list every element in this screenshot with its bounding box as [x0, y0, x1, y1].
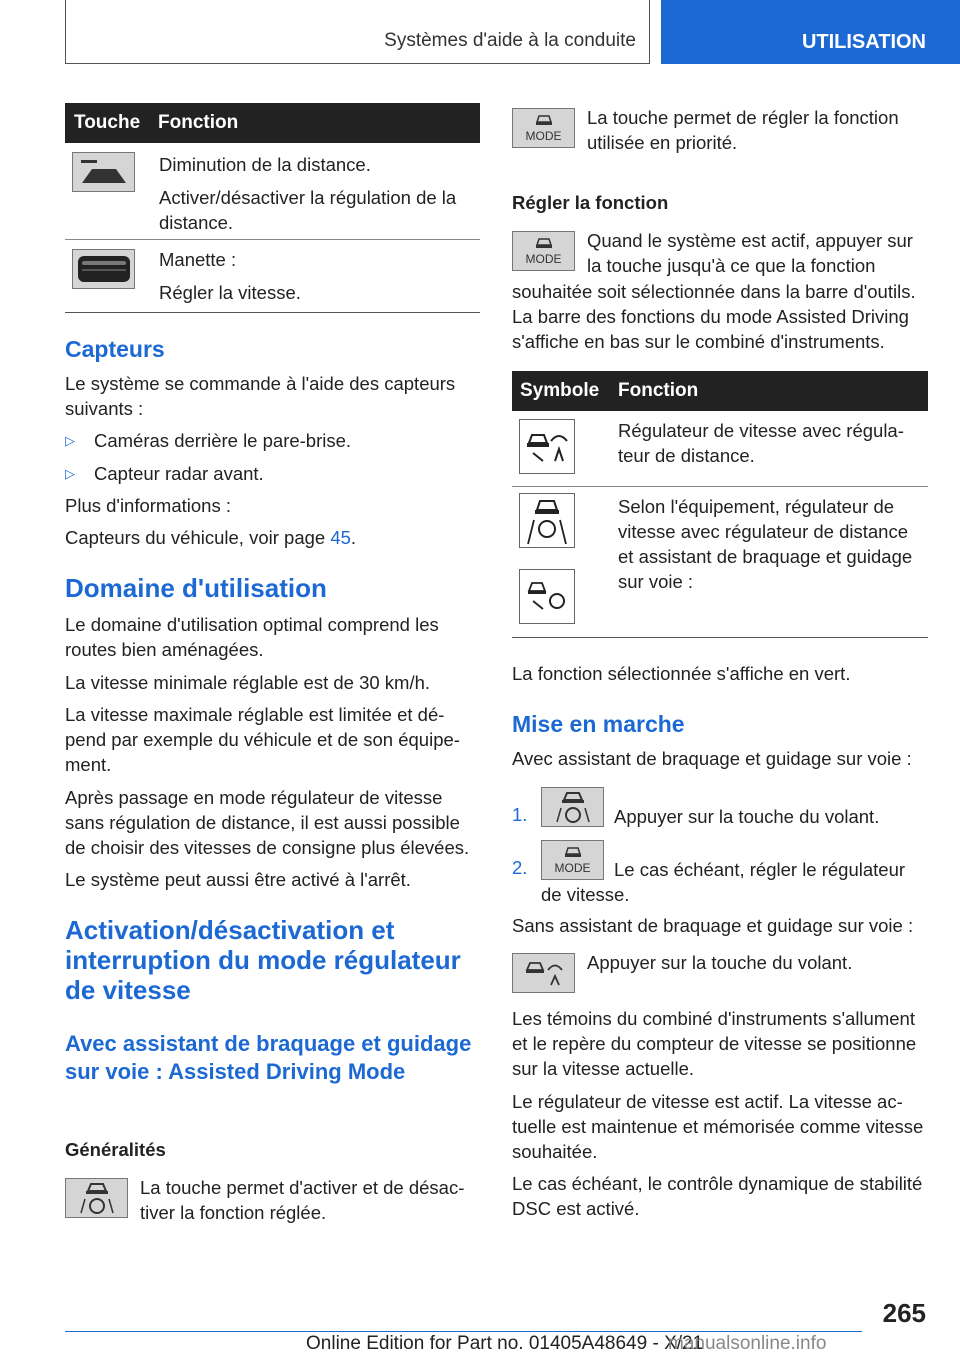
- reference-text: Capteurs du véhicule, voir page: [65, 527, 331, 548]
- domaine-para: Le domaine d'utilisation optimal comprend les routes bien aménagées.: [65, 614, 439, 660]
- subsection-title: Avec assistant de braquage et guidage sur voie : Assisted Driving Mode: [65, 1031, 472, 1084]
- bullet-text: Caméras derrière le pare-brise.: [94, 430, 352, 451]
- regler-text-2: souhaitée soit sélectionnée dans la barre d'outils. La barre des fonctions du mode Assisted Driving s'affiche en bas sur le combiné d'instruments.: [512, 281, 916, 352]
- row1-line1: Diminution de la distance.: [159, 154, 371, 175]
- rocker-switch-icon: [72, 249, 135, 289]
- step-number: 1.: [512, 804, 528, 825]
- section-title-mise-en-marche: Mise en marche: [512, 711, 685, 737]
- mode-button-icon: [512, 231, 575, 271]
- assist-steering-wheel-icon: [65, 1178, 128, 1218]
- step-number: 2.: [512, 857, 528, 878]
- after-para: Le régulateur de vitesse est actif. La vitesse actuelle est maintenue et mémorisée comme vitesse souhaitée.: [512, 1091, 924, 1162]
- mise-intro: Avec assistant de braquage et guidage sur voie :: [512, 748, 912, 769]
- step-text: Le cas échéant, régler le régulateur de vitesse.: [541, 859, 906, 905]
- assisted-driving-symbol-icon: [519, 493, 575, 548]
- domaine-para: Après passage en mode régulateur de vitesse sans régulation de distance, il est aussi possible de choisir des vitesses de consigne plus élevées.: [65, 787, 470, 858]
- footer-watermark[interactable]: manualsonline.info: [668, 1333, 827, 1354]
- page-link[interactable]: 45: [330, 527, 351, 548]
- capteurs-reference: [65, 525, 356, 550]
- mode-text: La touche permet de régler la fonction utilisée en priorité.: [587, 107, 899, 153]
- row2-line2: Régler la vitesse.: [159, 282, 301, 303]
- sans-text: Sans assistant de braquage et guidage sur voie :: [512, 915, 914, 936]
- header-tab[interactable]: UTILISATION: [661, 0, 960, 64]
- assist-steering-wheel-icon: [541, 787, 604, 827]
- triangle-bullet-icon: ▷: [65, 466, 75, 481]
- table-col-key: Touche: [74, 112, 141, 133]
- heading-regler: Régler la fonction: [512, 192, 669, 213]
- key-function-table: [65, 103, 480, 313]
- table2-row1-text: Régulateur de vitesse avec régulateur de distance.: [618, 420, 904, 466]
- mode-label: MODE: [554, 861, 591, 875]
- table-header: [512, 371, 928, 411]
- table-header: [65, 103, 480, 143]
- generalites-text: La touche permet d'activer et de désactiver la fonction réglée.: [140, 1177, 465, 1223]
- table-row: [512, 487, 928, 638]
- list-item: [65, 428, 480, 453]
- row2-line1: Manette :: [159, 249, 237, 270]
- heading-generalites: Généralités: [65, 1139, 166, 1160]
- mode-label: MODE: [525, 129, 562, 143]
- list-item: [512, 840, 928, 910]
- list-item: [65, 461, 480, 486]
- section-title-activation: Activation/désactivation et interruption du mode régulateur de vitesse: [65, 915, 461, 1005]
- table2-row2-text: Selon l'équipement, régulateur de vitesse avec régulateur de distance et assistant de braquage et guidage sur voie :: [618, 496, 913, 592]
- regler-text-1: Quand le système est actif, appuyer sur la touche jusqu'à ce que la fonction: [587, 230, 913, 276]
- mode-button-icon: [512, 108, 575, 148]
- distance-button-icon: [72, 152, 135, 192]
- acc-symbol-icon: [519, 419, 575, 474]
- step-text: Appuyer sur la touche du volant.: [614, 806, 880, 827]
- table-row: [65, 143, 480, 240]
- header-title: Systèmes d'aide à la conduite: [384, 30, 636, 51]
- footer-edition: Online Edition for Part no. 01405A48649 - X/21: [306, 1333, 704, 1354]
- table-row: [65, 240, 480, 313]
- table-col-symbol: Symbole: [520, 380, 600, 401]
- reference-end: .: [350, 527, 357, 548]
- symbol-function-table: [512, 371, 928, 638]
- acc-button-icon: [512, 953, 575, 993]
- after-para: Le cas échéant, le contrôle dynamique de stabilité DSC est activé.: [512, 1173, 923, 1219]
- domaine-para: La vitesse minimale réglable est de 30 km/h.: [65, 672, 431, 693]
- bullet-text: Capteur radar avant.: [94, 463, 264, 484]
- after-para: Les témoins du combiné d'instruments s'allument et le repère du compteur de vitesse se positionne sur la vitesse actuelle.: [512, 1008, 917, 1079]
- list-item: [512, 787, 928, 837]
- section-title-capteurs: Capteurs: [65, 336, 165, 362]
- triangle-bullet-icon: ▷: [65, 433, 75, 448]
- table-col-function: Fonction: [158, 112, 239, 133]
- page-number: 265: [882, 1298, 926, 1328]
- row1-line2: Activer/désactiver la régulation de la distance.: [159, 187, 457, 233]
- acc-steering-symbol-icon: [519, 569, 575, 624]
- sans-action: Appuyer sur la touche du volant.: [587, 952, 853, 973]
- table-row: [512, 411, 928, 487]
- section-title-domaine: Domaine d'utilisation: [65, 573, 327, 603]
- footer-divider: [65, 1331, 862, 1332]
- domaine-para: Le système peut aussi être activé à l'arrêt.: [65, 869, 411, 890]
- domaine-para: La vitesse maximale réglable est limitée et dépend par exemple du véhicule et de son équipement.: [65, 704, 460, 775]
- mode-label: MODE: [525, 252, 562, 266]
- capteurs-more: Plus d'informations :: [65, 495, 231, 516]
- green-note: La fonction sélectionnée s'affiche en vert.: [512, 663, 851, 684]
- capteurs-intro: Le système se commande à l'aide des capteurs suivants :: [65, 373, 456, 419]
- table-col-function: Fonction: [618, 380, 699, 401]
